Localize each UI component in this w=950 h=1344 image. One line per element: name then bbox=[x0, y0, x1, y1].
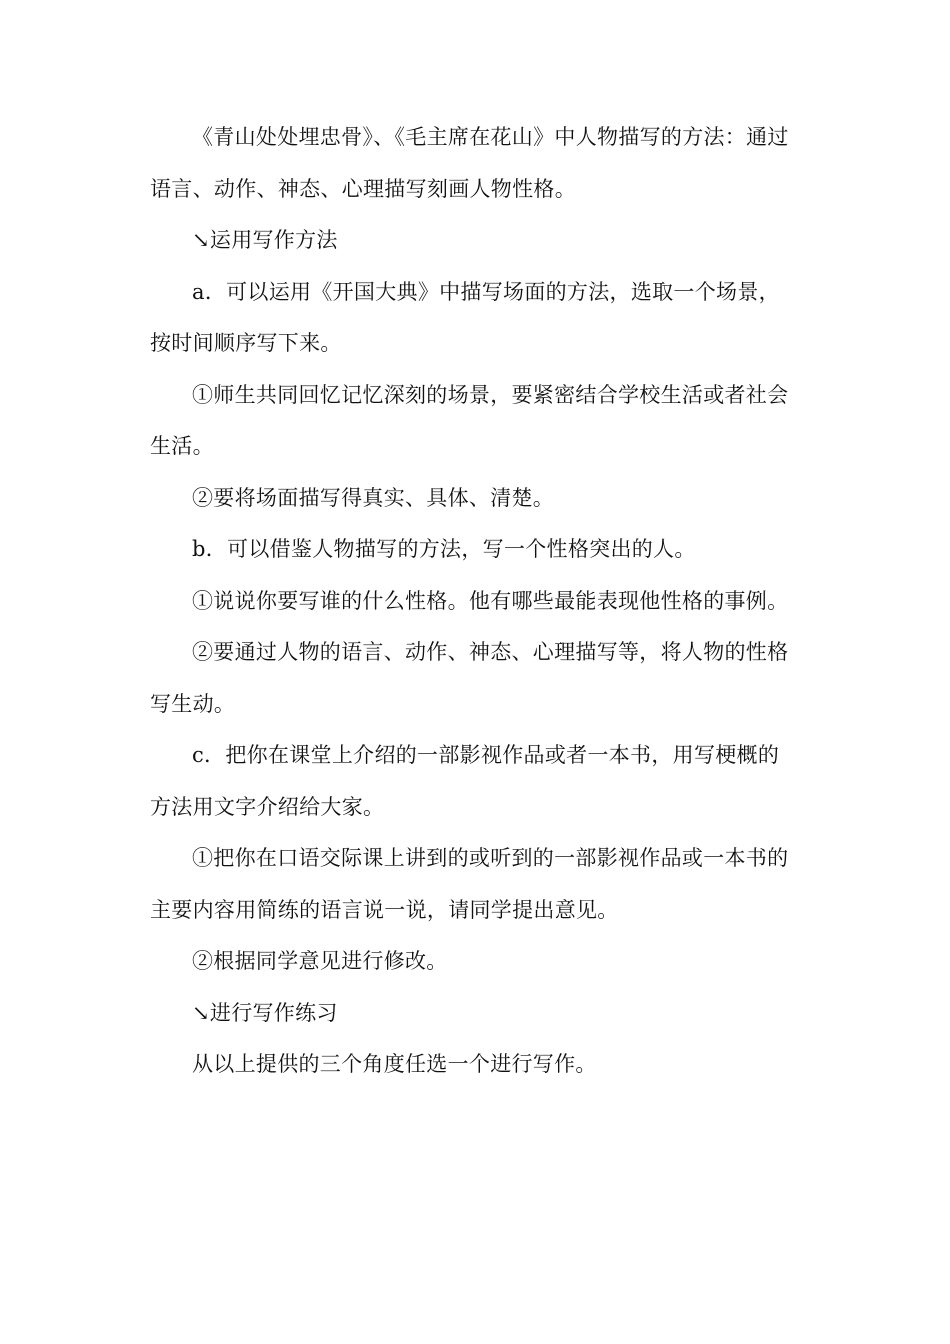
paragraph-character-methods: 《青山处处埋忠骨》、《毛主席在花山》中人物描写的方法：通过语言、动作、神态、心理描写刻画人物性格。 bbox=[150, 125, 789, 201]
paragraph-option-c-step-2: ②根据同学意见进行修改。 bbox=[192, 949, 448, 973]
paragraph-option-c: c．把你在课堂上介绍的一部影视作品或者一本书，用写梗概的方法用文字介绍给大家。 bbox=[150, 743, 780, 819]
paragraph-option-b: b．可以借鉴人物描写的方法，写一个性格突出的人。 bbox=[192, 537, 696, 561]
heading-apply-writing-methods: ↘运用写作方法 bbox=[192, 228, 338, 252]
paragraph-option-a-step-1: ①师生共同回忆记忆深刻的场景，要紧密结合学校生活或者社会生活。 bbox=[150, 382, 789, 458]
document-body bbox=[150, 112, 800, 1091]
heading-writing-practice: ↘进行写作练习 bbox=[192, 1000, 338, 1025]
paragraph-option-a: a．可以运用《开国大典》中描写场面的方法，选取一个场景，按时间顺序写下来。 bbox=[150, 279, 780, 355]
paragraph-option-b-step-1: ①说说你要写谁的什么性格。他有哪些最能表现他性格的事例。 bbox=[192, 588, 789, 613]
paragraph-option-b-step-2: ②要通过人物的语言、动作、神态、心理描写等，将人物的性格写生动。 bbox=[150, 640, 789, 716]
paragraph-option-c-step-1: ①把你在口语交际课上讲到的或听到的一部影视作品或一本书的主要内容用简练的语言说一说，请同学提出意见。 bbox=[150, 846, 789, 922]
paragraph-option-a-step-2: ②要将场面描写得真实、具体、清楚。 bbox=[192, 485, 555, 510]
paragraph-writing-task: 从以上提供的三个角度任选一个进行写作。 bbox=[192, 1052, 597, 1076]
